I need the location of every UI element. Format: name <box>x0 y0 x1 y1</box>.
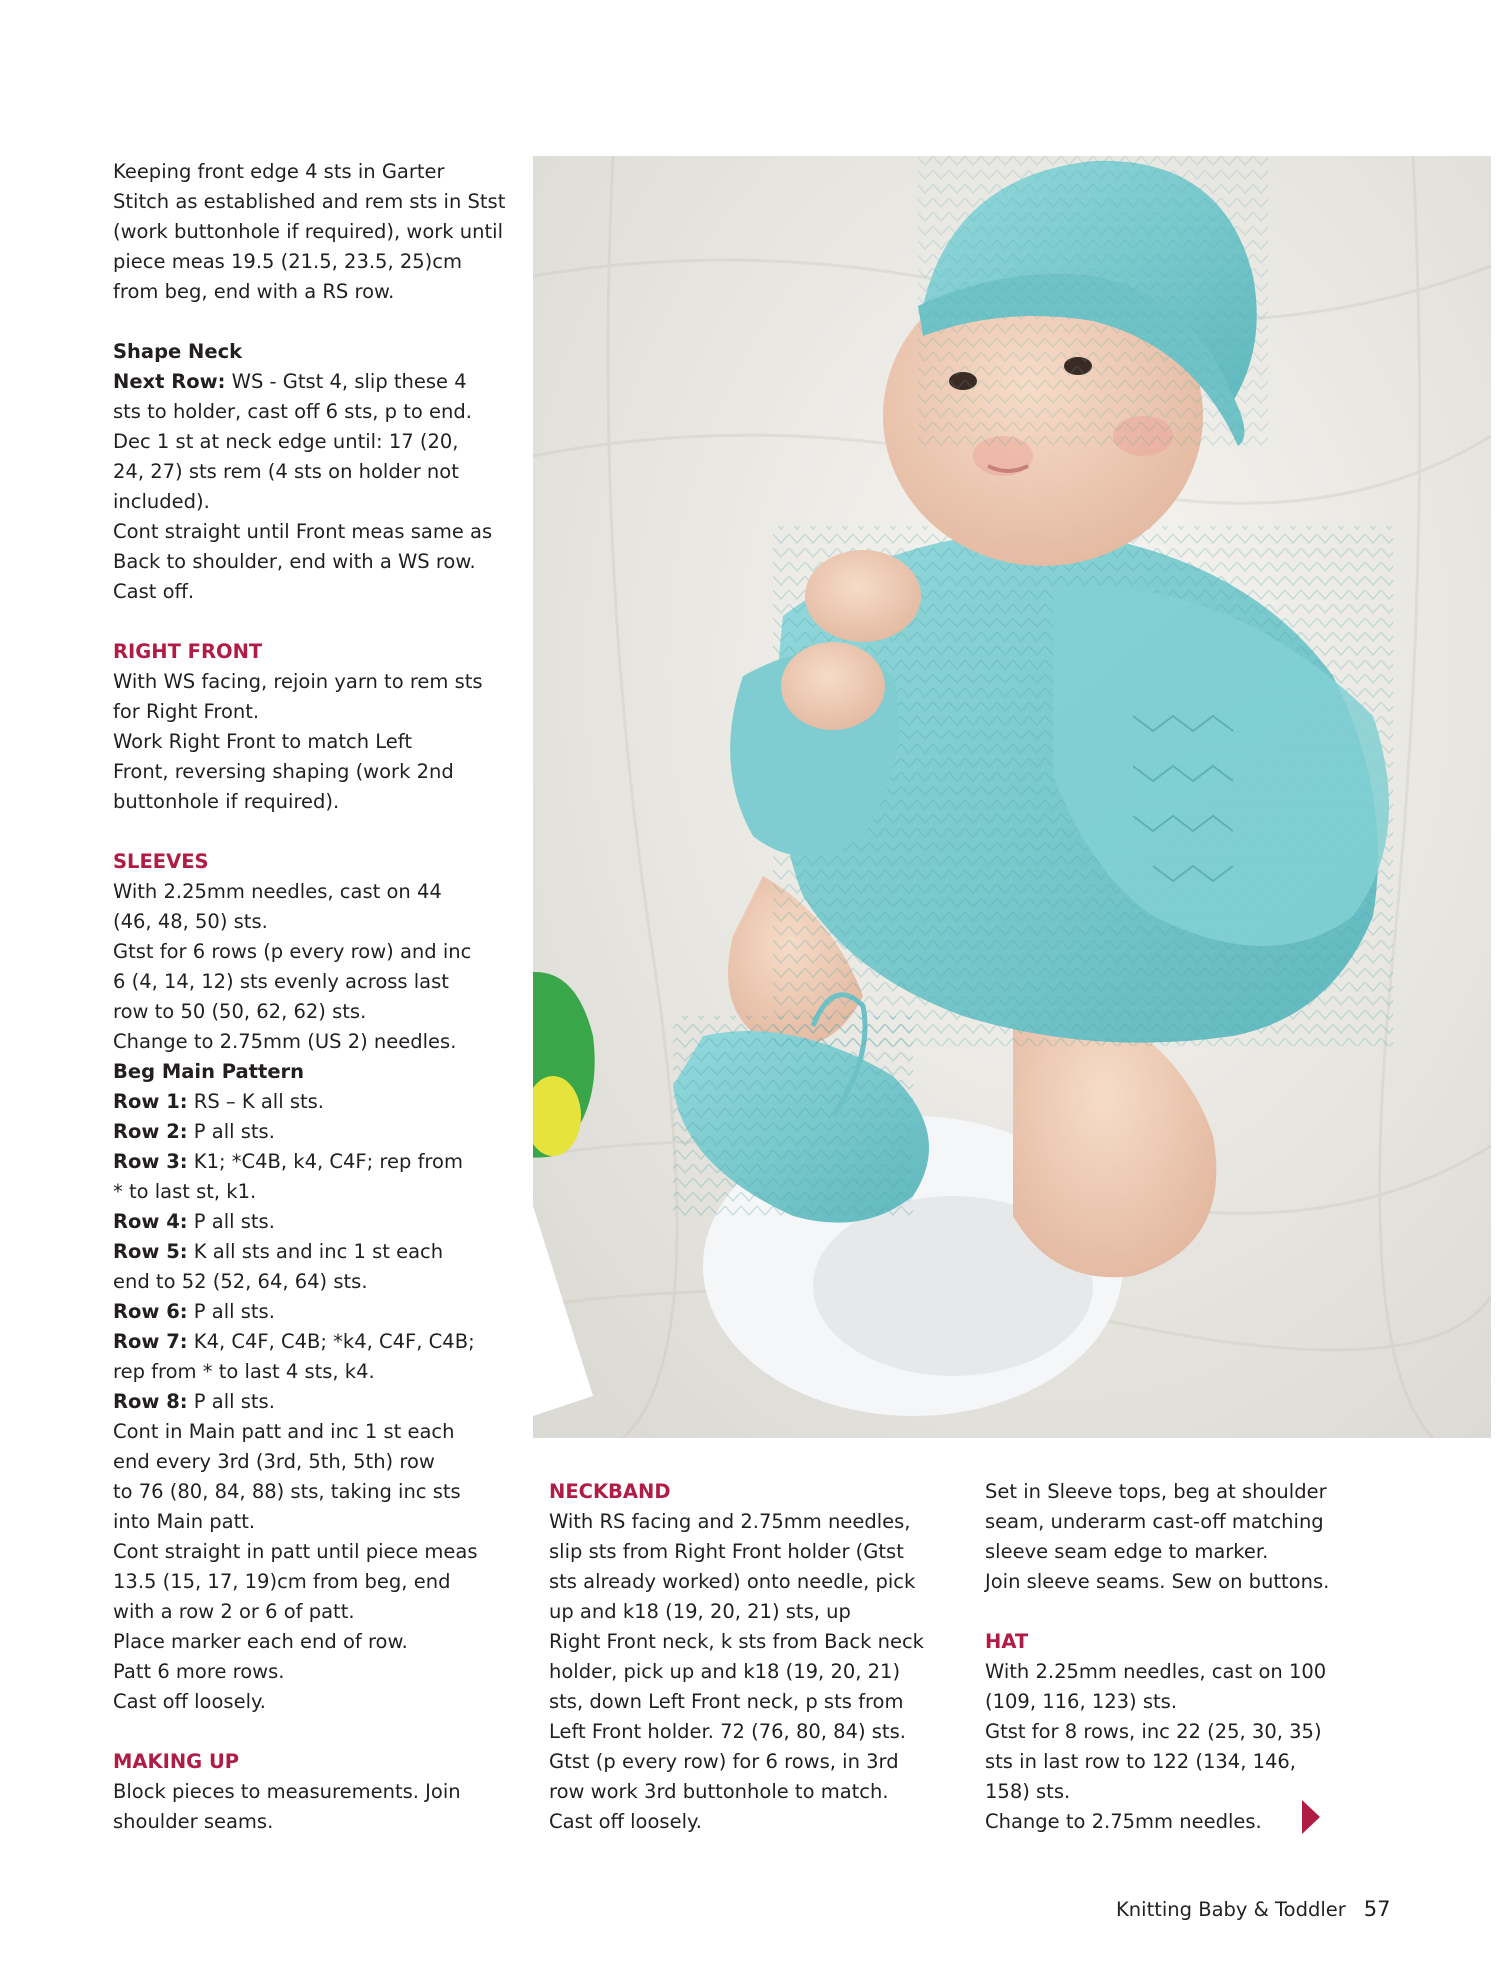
intro-paragraph: Keeping front edge 4 sts in Garter Stitch as established and rem sts in Stst (work buttonhole if required), work until piece meas 19.5 (21.5, 23.5, 25)cm from beg, end with a RS row. <box>113 160 506 303</box>
hat-section: HAT With 2.25mm needles, cast on 100 (109, 116, 123) sts. Gtst for 8 rows, inc 22 (25, 30, 35) sts in last row to 122 (134, 146, 158) sts. Change to 2.75mm needles. <box>985 1627 1395 1837</box>
making-up-section: MAKING UP Block pieces to measurements. Join shoulder seams. <box>113 1747 523 1837</box>
pattern-row: Row 5: K all sts and inc 1 st each <box>113 1240 444 1263</box>
neckband-section: NECKBAND With RS facing and 2.75mm needles, slip sts from Right Front holder (Gtst sts already worked) onto needle, pick up and k18 (19, 20, 21) sts, up Right Front neck, k sts from Back neck holder, pick up and k18 (19, 20, 21) sts, down Left Front neck, p sts from Left Front holder. 72 (76, 80, 84) sts. Gtst (p every row) for 6 rows, in 3rd row work 3rd buttonhole to match. Cast off loosely. <box>549 1477 959 1837</box>
sleeves-heading: SLEEVES <box>113 850 209 873</box>
pattern-row: Row 2: P all sts. <box>113 1120 275 1143</box>
page-footer <box>1116 1894 1391 1925</box>
making-up-heading: MAKING UP <box>113 1750 240 1773</box>
baby-hand <box>805 550 921 642</box>
right-column <box>985 1477 1395 1837</box>
neckband-heading: NECKBAND <box>549 1480 671 1503</box>
pattern-row: Row 4: P all sts. <box>113 1210 275 1233</box>
page-number: 57 <box>1363 1897 1391 1921</box>
next-row-line: Next Row: WS - Gtst 4, slip these 4 <box>113 370 467 393</box>
right-front-heading: RIGHT FRONT <box>113 640 263 663</box>
triangle-right-icon <box>1302 1800 1320 1834</box>
book-title: Knitting Baby & Toddler <box>1116 1898 1346 1921</box>
pattern-row: Row 8: P all sts. <box>113 1390 275 1413</box>
sleeves-section: SLEEVES With 2.25mm needles, cast on 44 (46, 48, 50) sts. Gtst for 6 rows (p every row) and inc 6 (4, 14, 12) sts evenly across last row to 50 (50, 62, 62) sts. Change to 2.75mm (US 2) needles. Beg Main Pattern Row 1: RS – K all sts. Row 2: P all sts. Row 3: K1; *C4B, k4, C4F; rep from * to last st, k1. Row 4: P all sts. Row 5: K all sts and inc 1 st each end to 52 (52, 64, 64) sts. Row 6: P all sts. Row 7: K4, C4F, C4B; *k4, C4F, C4B; rep from * to last 4 sts, k4. Row 8: P all sts. Cont in Main patt and inc 1 st each end every 3rd (3rd, 5th, 5th) row to 76 (80, 84, 88) sts, taking inc sts into Main patt. Cont straight in patt until piece meas 13.5 (15, 17, 19)cm from beg, end with a row 2 or 6 of patt. Place marker each end of row. Patt 6 more rows. Cast off loosely. <box>113 847 523 1717</box>
shape-neck-heading: Shape Neck <box>113 340 243 363</box>
baby-photo <box>533 156 1491 1438</box>
sleeve-tops-paragraph: Set in Sleeve tops, beg at shoulder seam, underarm cast-off matching sleeve seam edge to marker. Join sleeve seams. Sew on buttons. <box>985 1480 1330 1593</box>
pattern-row: Row 3: K1; *C4B, k4, C4F; rep from <box>113 1150 463 1173</box>
main-pattern-heading: Beg Main Pattern <box>113 1060 305 1083</box>
shape-neck-section: Shape Neck Next Row: WS - Gtst 4, slip these 4 sts to holder, cast off 6 sts, p to end. Dec 1 st at neck edge until: 17 (20, 24, 27) sts rem (4 sts on holder not included). Cont straight until Front meas same as Back to shoulder, end with a WS row. Cast off. <box>113 337 523 607</box>
pattern-row: Row 7: K4, C4F, C4B; *k4, C4F, C4B; <box>113 1330 475 1353</box>
right-front-section: RIGHT FRONT With WS facing, rejoin yarn to rem sts for Right Front. Work Right Front to match Left Front, reversing shaping (work 2nd buttonhole if required). <box>113 637 523 817</box>
pattern-row: Row 1: RS – K all sts. <box>113 1090 324 1113</box>
left-column <box>113 157 523 1837</box>
middle-column <box>549 1477 959 1837</box>
pattern-row: Row 6: P all sts. <box>113 1300 275 1323</box>
hat-heading: HAT <box>985 1630 1029 1653</box>
baby-hand <box>781 642 885 730</box>
